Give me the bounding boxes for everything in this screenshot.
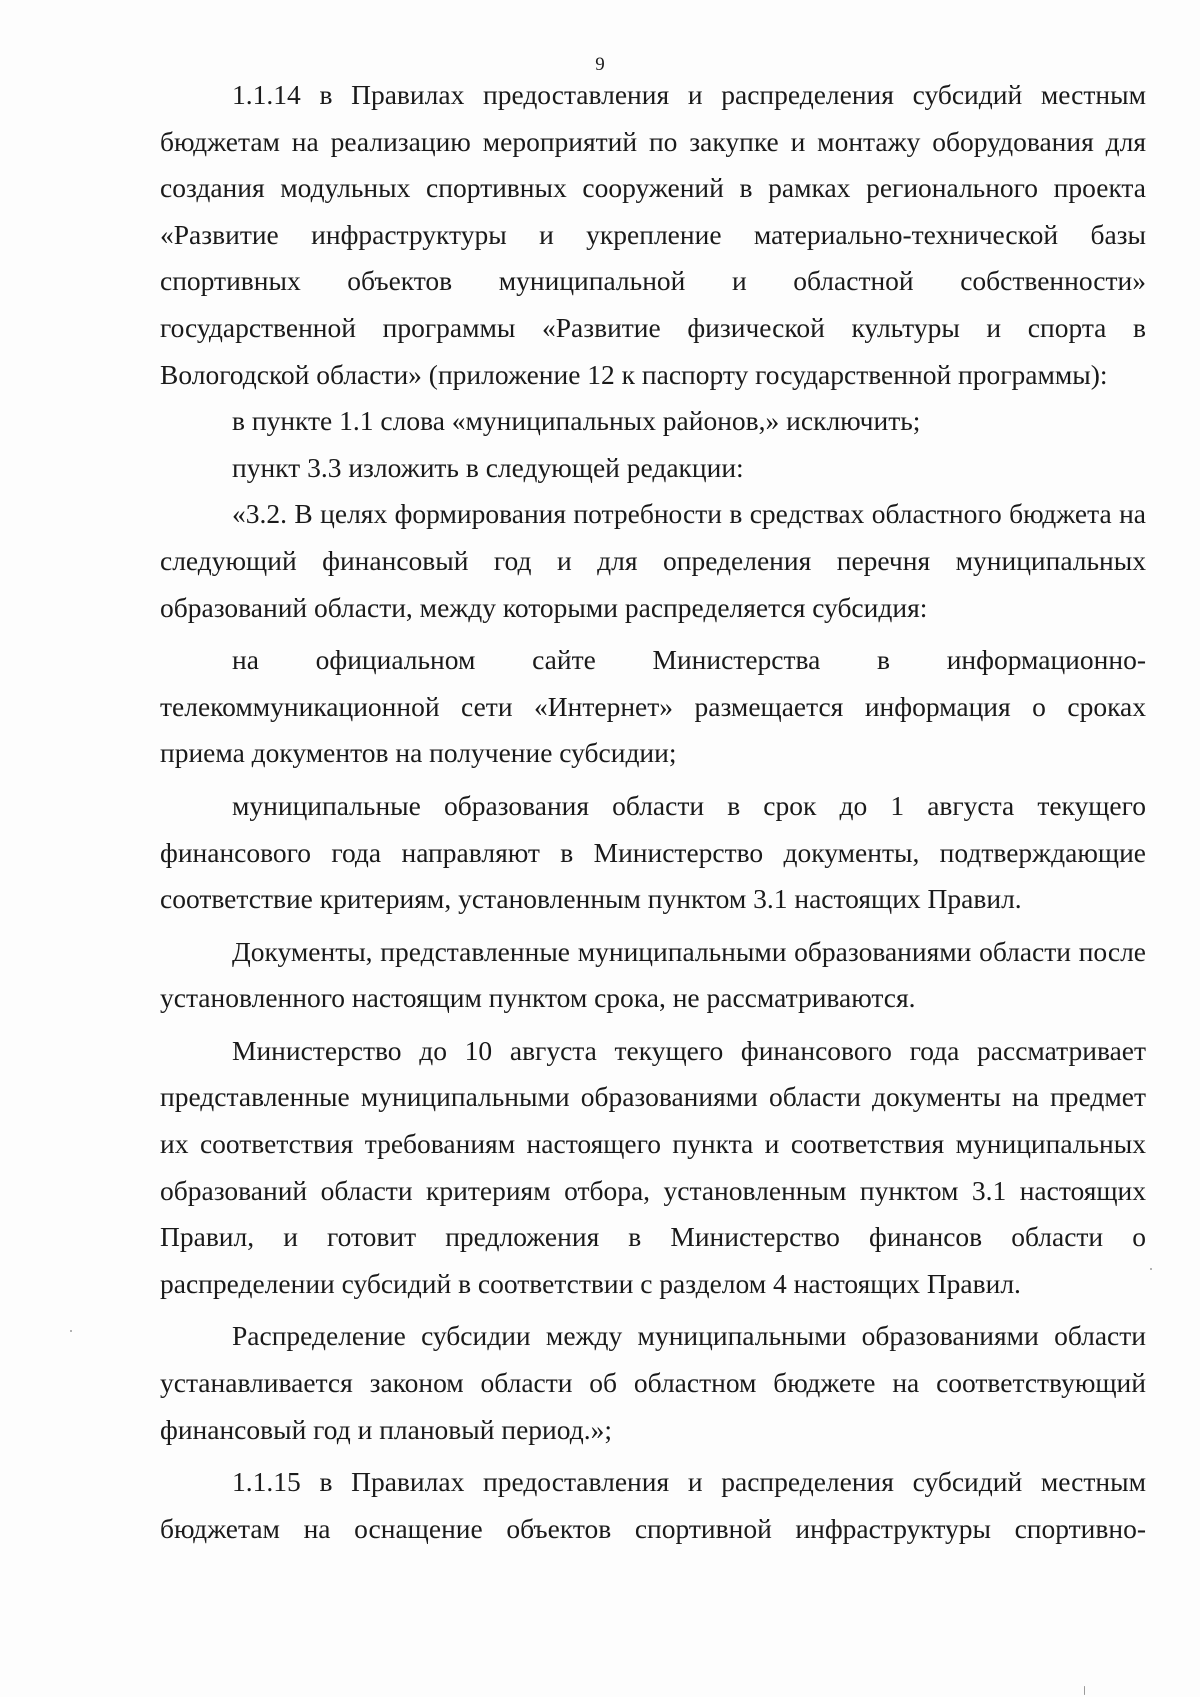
paragraph-point-1-1: в пункте 1.1 слова «муниципальных районов,» исключить; — [232, 405, 921, 437]
paragraph-quote-3-2: «3.2. В целях формирования потребности в средствах областного бюджета на следующий финансовый год и для определения перечня муниципальных образований области, между которыми распределяется субсидия: — [160, 498, 1146, 623]
document-body — [160, 72, 1146, 1552]
paragraph-distribution: Распределение субсидии между муниципальными образованиями области устанавливается законом области об областном бюджете на соответствующий финансовый год и плановый период.»; — [160, 1320, 1146, 1445]
paragraph-municipal-deadline: муниципальные образования области в срок до 1 августа текущего финансового года направляют в Министерство документы, подтверждающие соответствие критериям, установленным пунктом 3.1 настоящих Правил. — [160, 789, 1146, 915]
paragraph-late-documents: Документы, представленные муниципальными образованиями области после установленного настоящим пунктом срока, не рассматриваются. — [160, 935, 1146, 1014]
scan-speck — [1150, 1268, 1152, 1270]
scan-speck — [1084, 1686, 1085, 1695]
scan-speck — [70, 1330, 72, 1332]
paragraph-official-site: на официальном сайте Министерства в информационно-телекоммуникационной сети «Интернет» размещается информация о сроках приема документов на получение субсидии; — [160, 644, 1146, 769]
paragraph-1-1-14: 1.1.14 в Правилах предоставления и распределения субсидий местным бюджетам на реализацию мероприятий по закупке и монтажу оборудования для создания модульных спортивных сооружений в рамках регионального проекта «Развитие инфраструктуры и укрепление материально-технической базы спортивных объектов муниципальной и областной собственности» государственной программы «Развитие физической культуры и спорта в Вологодской области» (приложение 12 к паспорту государственной программы): — [160, 79, 1146, 390]
page-number: 9 — [595, 54, 605, 75]
paragraph-point-3-3: пункт 3.3 изложить в следующей редакции: — [232, 451, 744, 483]
paragraph-1-1-15: 1.1.15 в Правилах предоставления и распределения субсидий местным бюджетам на оснащение объектов спортивной инфраструктуры спортивно- — [160, 1466, 1146, 1544]
paragraph-ministry-review: Министерство до 10 августа текущего финансового года рассматривает представленные муниципальными образованиями области документы на предмет их соответствия требованиям настоящего пункта и соответствия муниципальных образований области критериям отбора, установленным пунктом 3.1 настоящих Правил, и готовит предложения в Министерство финансов области о распределении субсидий в соответствии с разделом 4 настоящих Правил. — [160, 1034, 1146, 1299]
